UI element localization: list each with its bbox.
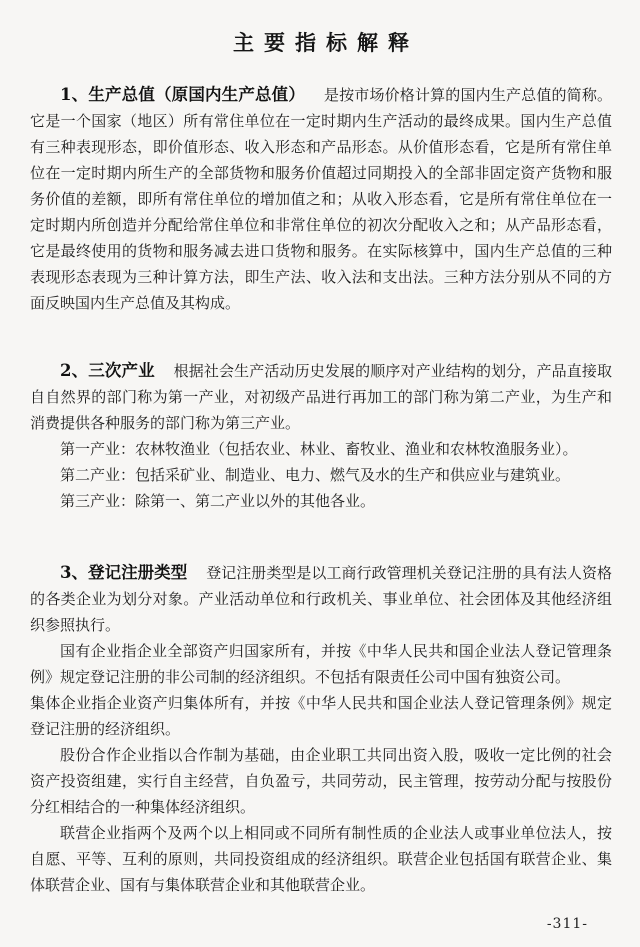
paragraph-joint-venture-enterprise: 联营企业指两个及两个以上相同或不同所有制性质的企业法人或事业单位法人，按自愿、平等、互利的原则，共同投资组成的经济组织。联营企业包括国有联营企业、集体联营企业、国有与集体联营企业和其他联营企业。 <box>30 824 612 894</box>
section-3-intro-text: 登记注册类型是以工商行政管理机关登记注册的具有法人资格的各类企业为划分对象。产业活动单位和行政机关、事业单位、社会团体及其他经济组织参照执行。 <box>30 564 612 634</box>
paragraph-tertiary-industry: 第三产业：除第一、第二产业以外的其他各业。 <box>60 492 376 510</box>
paragraph-share-cooperative-enterprise: 股份合作企业指以合作制为基础，由企业职工共同出资入股，吸收一定比例的社会资产投资组建，实行自主经营，自负盈亏，共同劳动，民主管理，按劳动分配与按股份分红相结合的一种集体经济组织。 <box>30 746 612 816</box>
section-lead-paragraph <box>30 358 612 436</box>
paragraph-primary-industry: 第一产业：农林牧渔业（包括农业、林业、畜牧业、渔业和农林牧渔服务业）。 <box>60 440 578 458</box>
page-title: 主要指标解释 <box>233 30 419 55</box>
section-gross-production-value <box>30 82 612 316</box>
paragraph-secondary-industry: 第二产业：包括采矿业、制造业、电力、燃气及水的生产和供应业与建筑业。 <box>60 466 571 484</box>
section-lead-paragraph <box>30 560 612 638</box>
section-2-heading: 2、三次产业 <box>60 361 155 380</box>
section-three-industries <box>30 358 612 514</box>
section-registration-type <box>30 560 612 898</box>
section-3-heading: 3、登记注册类型 <box>60 563 188 582</box>
section-2-intro-text: 根据社会生产活动历史发展的顺序对产业结构的划分，产品直接取自自然界的部门称为第一产业，对初级产品进行再加工的部门称为第二产业，为生产和消费提供各种服务的部门称为第三产业。 <box>30 362 612 432</box>
page-number: -311- <box>546 916 588 932</box>
paragraph-state-owned-enterprise: 国有企业指企业全部资产归国家所有，并按《中华人民共和国企业法人登记管理条例》规定登记注册的非公司制的经济组织。不包括有限责任公司中国有独资公司。 <box>30 642 612 686</box>
section-1-intro-text: 是按市场价格计算的国内生产总值的简称。它是一个国家（地区）所有常住单位在一定时期内生产活动的最终成果。国内生产总值有三种表现形态，即价值形态、收入形态和产品形态。从价值形态看，它是所有常住单位在一定时期内所生产的全部货物和服务价值超过同期投入的全部非固定资产货物和服务价值的差额，即所有常住单位的增加值之和；从收入形态看，它是所有常住单位在一定时期内所创造并分配给常住单位和非常住单位的初次分配收入之和；从产品形态看，它是最终使用的货物和服务减去进口货物和服务。在实际核算中，国内生产总值的三种表现形态表现为三种计算方法，即生产法、收入法和支出法。三种方法分别从不同的方面反映国内生产总值及其构成。 <box>30 86 612 312</box>
section-1-heading: 1、生产总值（原国内生产总值） <box>60 85 305 104</box>
section-lead-paragraph <box>30 82 612 316</box>
paragraph-collective-enterprise: 集体企业指企业资产归集体所有，并按《中华人民共和国企业法人登记管理条例》规定登记注册的经济组织。 <box>30 694 612 738</box>
